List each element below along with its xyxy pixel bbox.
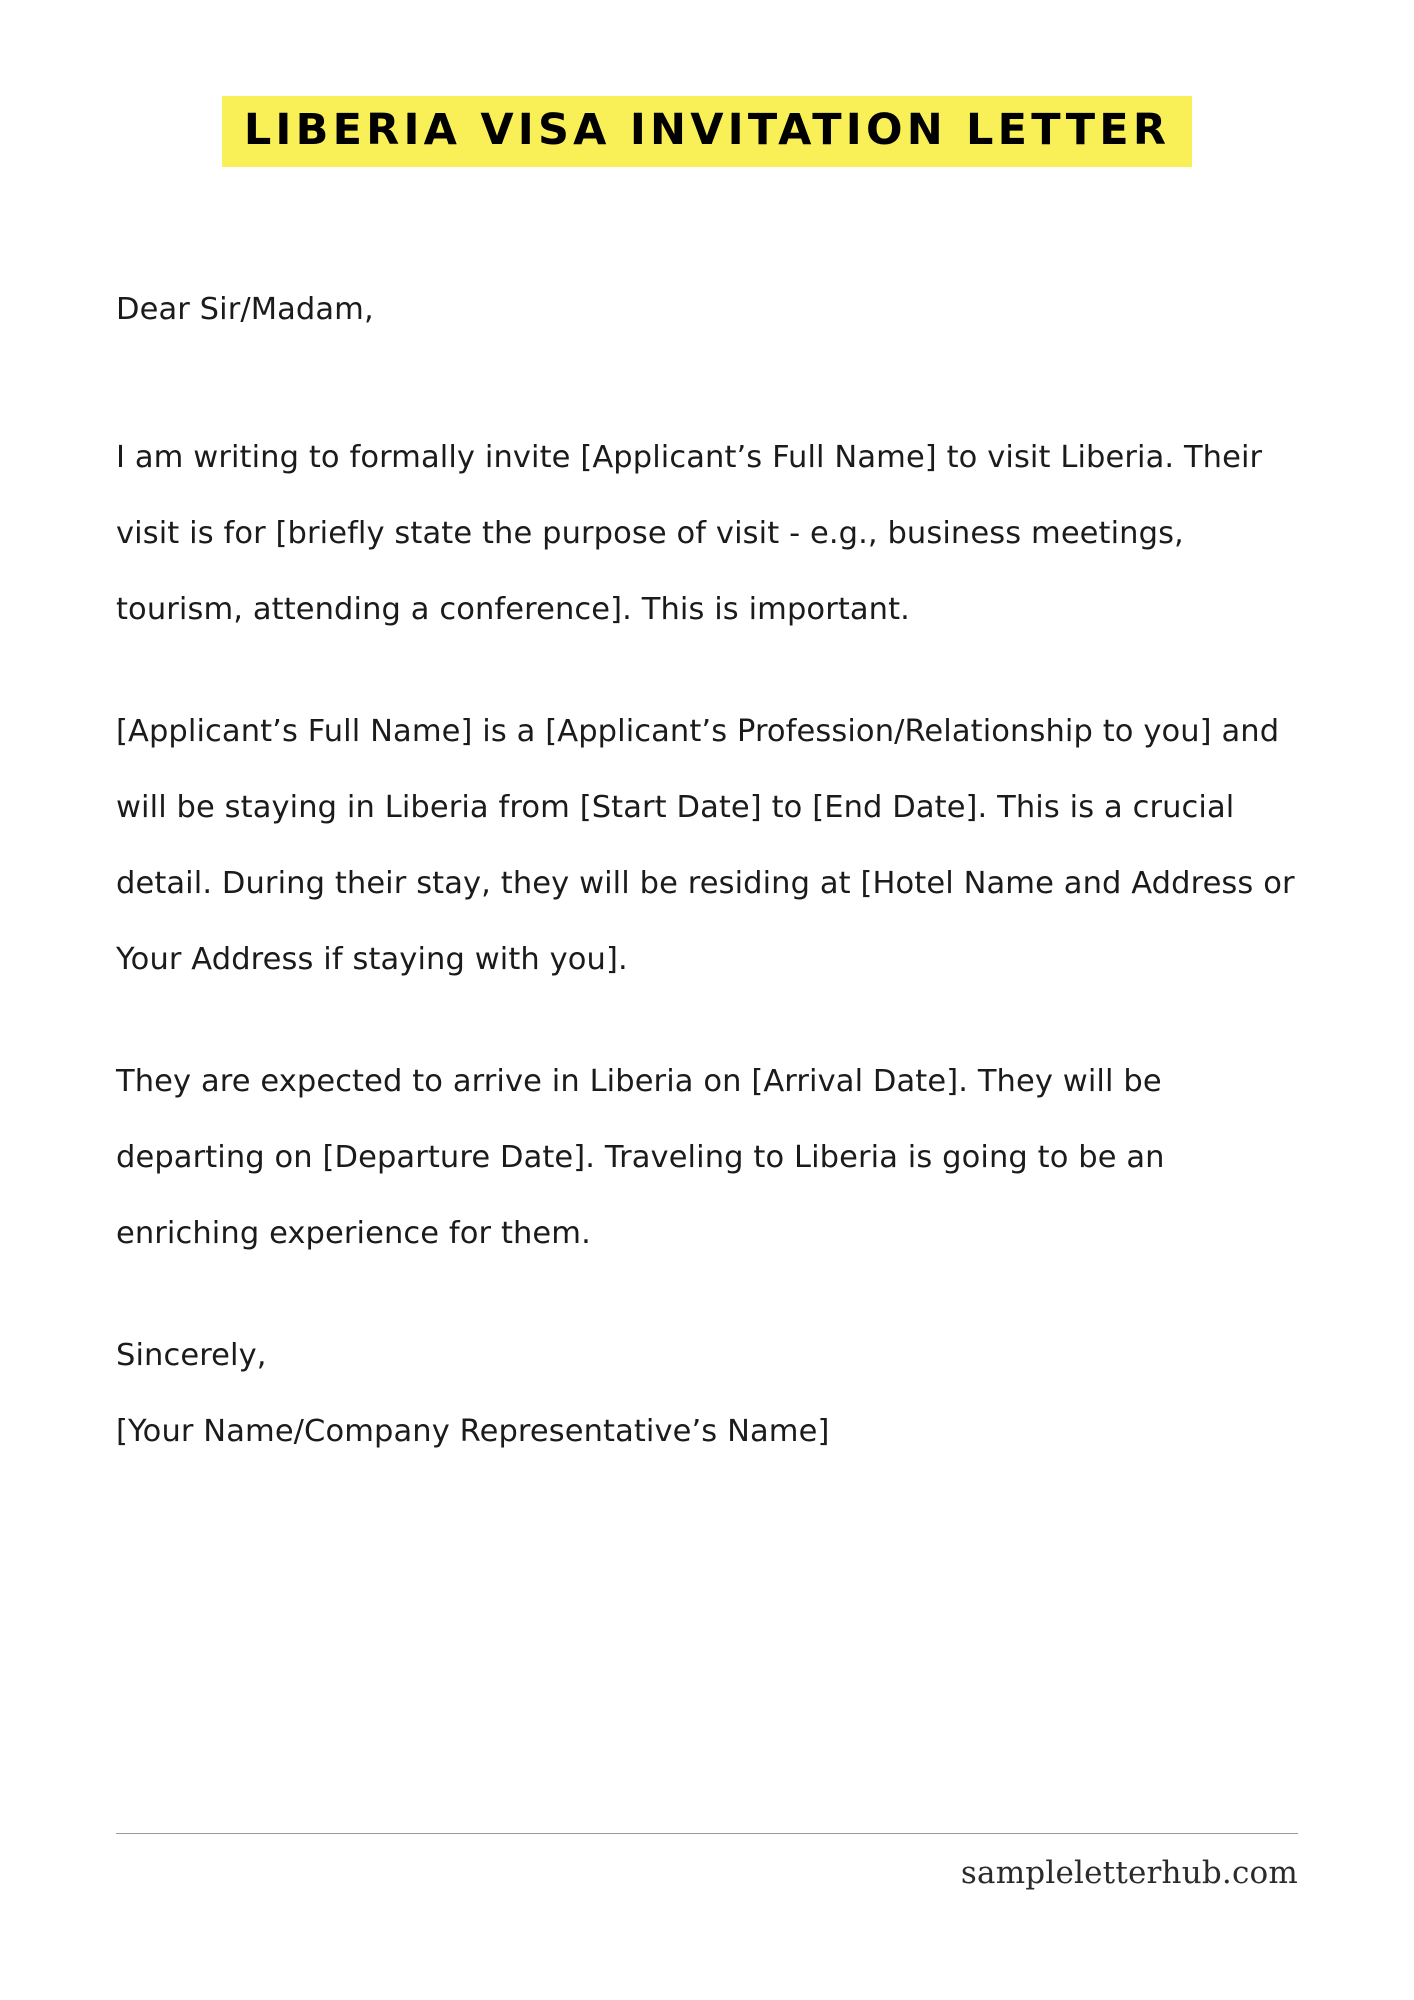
footer-divider [116,1833,1298,1834]
letter-body [116,272,1306,1470]
paragraph-purpose: I am writing to formally invite [Applicant’s Full Name] to visit Liberia. Their visit is for [briefly state the purpose of visit - e.g., business meetings, tourism, attending a conference]. This is important. [116,440,1263,627]
page-title-container [0,96,1414,167]
signature-block [116,1318,1306,1470]
closing: Sincerely, [116,1338,267,1373]
salutation: Dear Sir/Madam, [116,292,374,327]
paragraph-stay-details: [Applicant’s Full Name] is a [Applicant’s Profession/Relationship to you] and will be staying in Liberia from [Start Date] to [End Date]. This is a crucial detail. During their stay, they will be residing at [Hotel Name and Address or Your Address if staying with you]. [116,714,1295,977]
signature-name: [Your Name/Company Representative’s Name] [116,1414,830,1449]
page-title: LIBERIA VISA INVITATION LETTER [222,96,1192,167]
footer-site-name: sampleletterhub.com [960,1855,1298,1891]
paragraph-travel-dates: They are expected to arrive in Liberia on [Arrival Date]. They will be departing on [Departure Date]. Traveling to Liberia is going to be an enriching experience for them. [116,1064,1165,1251]
